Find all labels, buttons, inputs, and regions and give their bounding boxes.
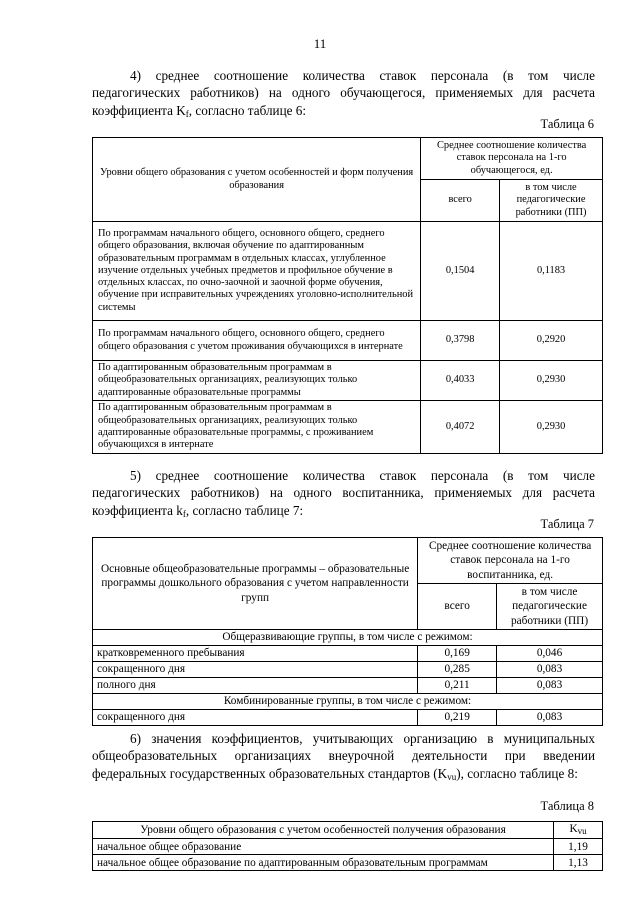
item-5-tail: , согласно таблице 7: — [185, 502, 304, 518]
table-8-row-1-label: начальное общее образование — [93, 839, 554, 855]
page-number: 11 — [313, 36, 327, 51]
table-7-s2-row-1-pp: 0,083 — [497, 710, 603, 726]
table-7-header-pp: в том числе педагогические работники (ПП) — [497, 584, 603, 630]
table-8-header-k: K — [569, 823, 578, 835]
table-7-s2-row-1-label: сокращенного дня — [93, 710, 418, 726]
table-row — [93, 855, 603, 871]
item-5-paragraph — [92, 467, 595, 523]
table-6-header-left: Уровни общего образования с учетом особенностей и форм получения образования — [93, 138, 421, 222]
table-row — [93, 678, 603, 694]
table-6-row-3-total: 0,4033 — [421, 361, 500, 401]
item-4-paragraph — [92, 67, 595, 123]
table-6-row-2-label: По программам начального общего, основного общего, среднего общего образования с учетом проживания обучающихся в интернате — [93, 321, 421, 361]
table-6-row-2-pp: 0,2920 — [500, 321, 603, 361]
item-6-paragraph — [92, 730, 595, 786]
table-7-caption: Таблица 7 — [540, 517, 594, 531]
table-6-row-1-total: 0,1504 — [421, 222, 500, 321]
table-6-row-2-total: 0,3798 — [421, 321, 500, 361]
table-6-row-4-pp: 0,2930 — [500, 401, 603, 454]
table-7-s1-row-2-total: 0,285 — [418, 662, 497, 678]
table-7-s1-row-2-label: сокращенного дня — [93, 662, 418, 678]
table-7-s1-row-1-total: 0,169 — [418, 646, 497, 662]
table-row — [93, 321, 603, 361]
table-8-header-right — [554, 822, 603, 839]
table-8-caption: Таблица 8 — [540, 799, 594, 813]
item-6-coef-sub: vu — [447, 771, 457, 782]
table-7-s1-row-2-pp: 0,083 — [497, 662, 603, 678]
table-8 — [92, 821, 603, 871]
table-7-s1-row-1-label: кратковременного пребывания — [93, 646, 418, 662]
item-5-text: 5) среднее соотношение количества ставок персонала (в том числе педагогических работников) на одного воспитанника, применяемых для расчета коэффициента k — [92, 468, 595, 518]
table-6-row-4-total: 0,4072 — [421, 401, 500, 454]
table-7-header-group: Среднее соотношение количества ставок персонала на 1-го воспитанника, ед. — [418, 538, 603, 584]
table-8-row-2-label: начальное общее образование по адаптированным образовательным программам — [93, 855, 554, 871]
table-7-header-total: всего — [418, 584, 497, 630]
table-7-s1-row-3-total: 0,211 — [418, 678, 497, 694]
table-7-s1-row-3-label: полного дня — [93, 678, 418, 694]
table-row — [93, 662, 603, 678]
table-7-section-2: Комбинированные группы, в том числе с режимом: — [93, 694, 603, 710]
item-4-tail: , согласно таблице 6: — [188, 102, 307, 118]
table-row — [93, 222, 603, 321]
table-7 — [92, 537, 603, 726]
table-6-row-4-label: По адаптированным образовательным программам в общеобразовательных организациях, реализующих только адаптированные образовательные программы, с проживанием обучающихся в интернате — [93, 401, 421, 454]
table-8-row-1-value: 1,19 — [554, 839, 603, 855]
item-4-coef-sub: f — [185, 108, 189, 119]
table-7-section-1: Общеразвивающие группы, в том числе с режимом: — [93, 630, 603, 646]
item-4-text: 4) среднее соотношение количества ставок персонала (в том числе педагогических работников) на одного обучающегося, применяемых для расчета коэффициента K — [92, 68, 595, 118]
table-8-header-k-sub: vu — [577, 826, 587, 836]
table-row — [93, 710, 603, 726]
table-6-header-pp: в том числе педагогические работники (ПП) — [500, 180, 603, 222]
table-6-row-1-label: По программам начального общего, основного общего, среднего общего образования, включая обучение по адаптированным образовательным программам в отдельных классах, углубленное изучение отдельных учебных предметов и профильное обучение в отдельных классах, по очно-заочной и заочной форме обучения, обучение при исправительных учреждениях уголовно-исполнительной системы — [93, 222, 421, 321]
item-6-text: 6) значения коэффициентов, учитывающих организацию в муниципальных общеобразовательных организациях внеурочной деятельности при введении федеральных государственных образовательных стандартов (K — [92, 731, 595, 781]
table-7-s2-row-1-total: 0,219 — [418, 710, 497, 726]
item-6-tail: ), согласно таблице 8: — [456, 765, 578, 781]
table-8-row-2-value: 1,13 — [554, 855, 603, 871]
table-7-s1-row-1-pp: 0,046 — [497, 646, 603, 662]
table-row — [93, 401, 603, 454]
table-6-row-3-label: По адаптированным образовательным программам в общеобразовательных организациях, реализующих только адаптированные образовательные программы — [93, 361, 421, 401]
table-6-row-3-pp: 0,2930 — [500, 361, 603, 401]
table-row — [93, 646, 603, 662]
item-5-coef-sub: f — [182, 508, 186, 519]
table-6-row-1-pp: 0,1183 — [500, 222, 603, 321]
table-row — [93, 839, 603, 855]
table-6-caption: Таблица 6 — [540, 117, 594, 131]
table-6-header-total: всего — [421, 180, 500, 222]
table-7-s1-row-3-pp: 0,083 — [497, 678, 603, 694]
table-6-header-group: Среднее соотношение количества ставок персонала на 1-го обучающегося, ед. — [421, 138, 603, 180]
table-6 — [92, 137, 603, 454]
table-row — [93, 361, 603, 401]
table-8-header-left: Уровни общего образования с учетом особенностей получения образования — [93, 822, 554, 839]
table-7-header-left: Основные общеобразовательные программы – образовательные программы дошкольного образования с учетом направленности групп — [93, 538, 418, 630]
